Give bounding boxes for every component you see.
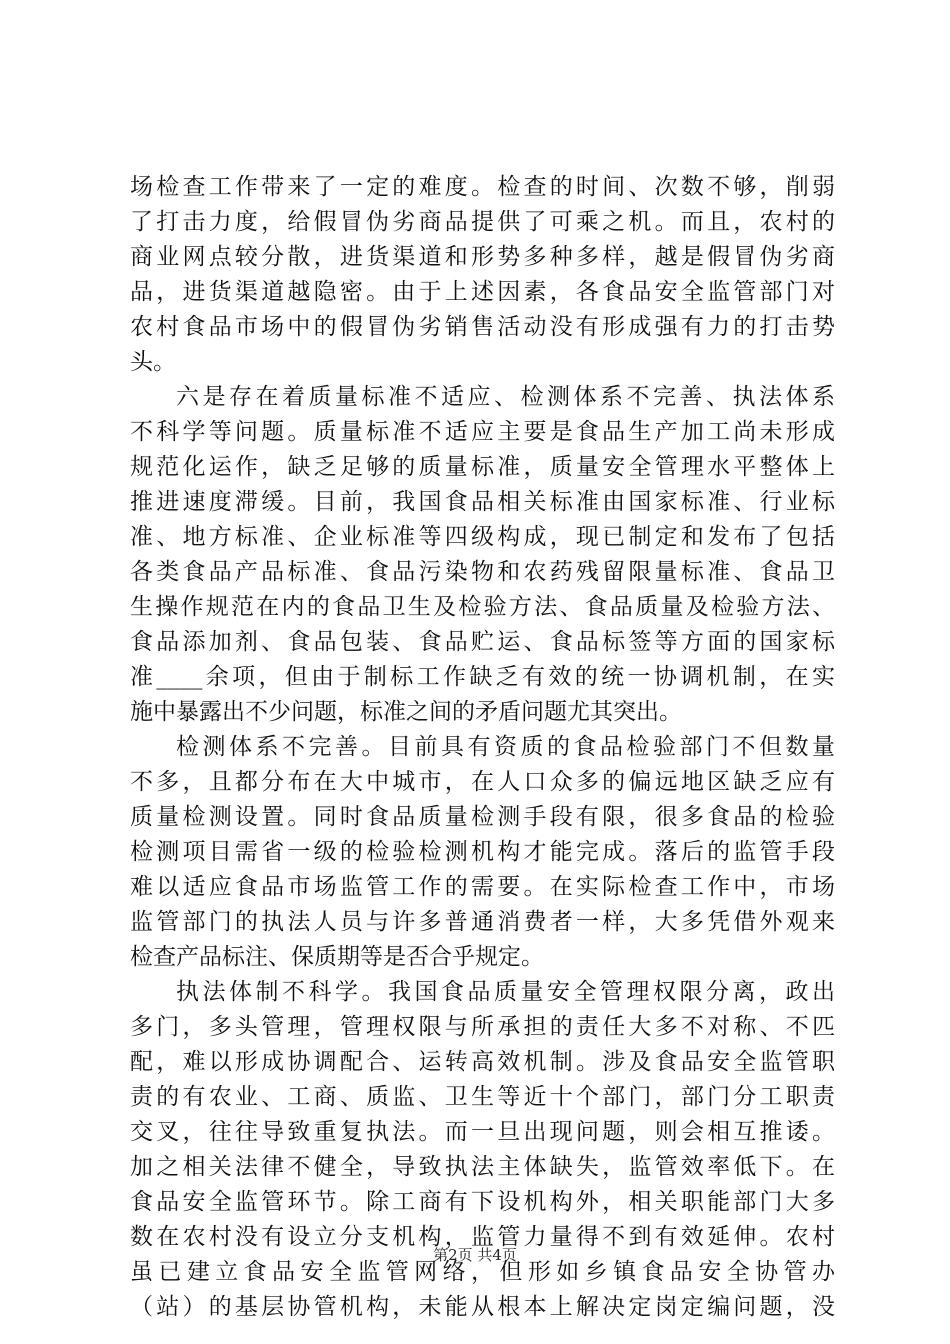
text-line: 头。 [130,349,176,375]
page-footer: 第2页 共4页 [433,1246,517,1264]
text-line: 食品添加剂、食品包装、食品贮运、食品标签等方面的国家标 [130,629,835,655]
text-line: 生操作规范在内的食品卫生及检验方法、食品质量及检验方法、 [130,594,835,620]
text-line: 检查产品标注、保质期等是否合乎规定。 [130,944,544,970]
text-line: 交叉，往往导致重复执法。而一旦出现问题，则会相互推诿。 [130,1119,835,1145]
text-line: 多门，多头管理，管理权限与所承担的责任大多不对称、不匹 [130,1014,835,1040]
text-line: 难以适应食品市场监管工作的需要。在实际检查工作中，市场 [130,874,835,900]
text-line: 六是存在着质量标准不适应、检测体系不完善、执法体系 [176,384,835,410]
text-line: 食品安全监管环节。除工商有下设机构外，相关职能部门大多 [130,1189,835,1215]
text-line: 加之相关法律不健全，导致执法主体缺失，监管效率低下。在 [130,1154,835,1180]
text-line: 检测体系不完善。目前具有资质的食品检验部门不但数量 [176,734,835,760]
text-line: 虽已建立食品安全监管网络，但形如乡镇食品安全协管办 [130,1259,835,1285]
text-line: 配，难以形成协调配合、运转高效机制。涉及食品安全监管职 [130,1049,835,1075]
text-line: （站）的基层协管机构，未能从根本上解决定岗定编问题，没 [130,1294,835,1320]
text-line: 场检查工作带来了一定的难度。检查的时间、次数不够，削弱 [130,174,835,200]
text-line: 数在农村没有设立分支机构，监管力量得不到有效延伸。农村 [130,1224,835,1250]
text-line: 责的有农业、工商、质监、卫生等近十个部门，部门分工职责 [130,1084,835,1110]
text-line: 执法体制不科学。我国食品质量安全管理权限分离，政出 [176,979,835,1005]
text-line: 监管部门的执法人员与许多普通消费者一样，大多凭借外观来 [130,909,835,935]
text-line: 规范化运作，缺乏足够的质量标准，质量安全管理水平整体上 [130,454,835,480]
text-line: 商业网点较分散，进货渠道和形势多种多样，越是假冒伪劣商 [130,244,835,270]
text-line: 施中暴露出不少问题，标准之间的矛盾问题尤其突出。 [130,699,682,725]
text-line: 推进速度滞缓。目前，我国食品相关标准由国家标准、行业标 [130,489,835,515]
text-line: 各类食品产品标准、食品污染物和农药残留限量标准、食品卫 [130,559,835,585]
text-line: 检测项目需省一级的检验检测机构才能完成。落后的监管手段 [130,839,835,865]
text-line: 了打击力度，给假冒伪劣商品提供了可乘之机。而且，农村的 [130,209,835,235]
text-line: 质量检测设置。同时食品质量检测手段有限，很多食品的检验 [130,804,835,830]
document-body [130,170,835,1325]
text-line: 准____余项，但由于制标工作缺乏有效的统一协调机制，在实 [130,664,835,690]
text-line: 品，进货渠道越隐密。由于上述因素，各食品安全监管部门对 [130,279,835,305]
text-line: 准、地方标准、企业标准等四级构成，现已制定和发布了包括 [130,524,835,550]
text-line: 不科学等问题。质量标准不适应主要是食品生产加工尚未形成 [130,419,835,445]
text-line: 不多，且都分布在大中城市，在人口众多的偏远地区缺乏应有 [130,769,835,795]
text-line: 农村食品市场中的假冒伪劣销售活动没有形成强有力的打击势 [130,314,835,340]
